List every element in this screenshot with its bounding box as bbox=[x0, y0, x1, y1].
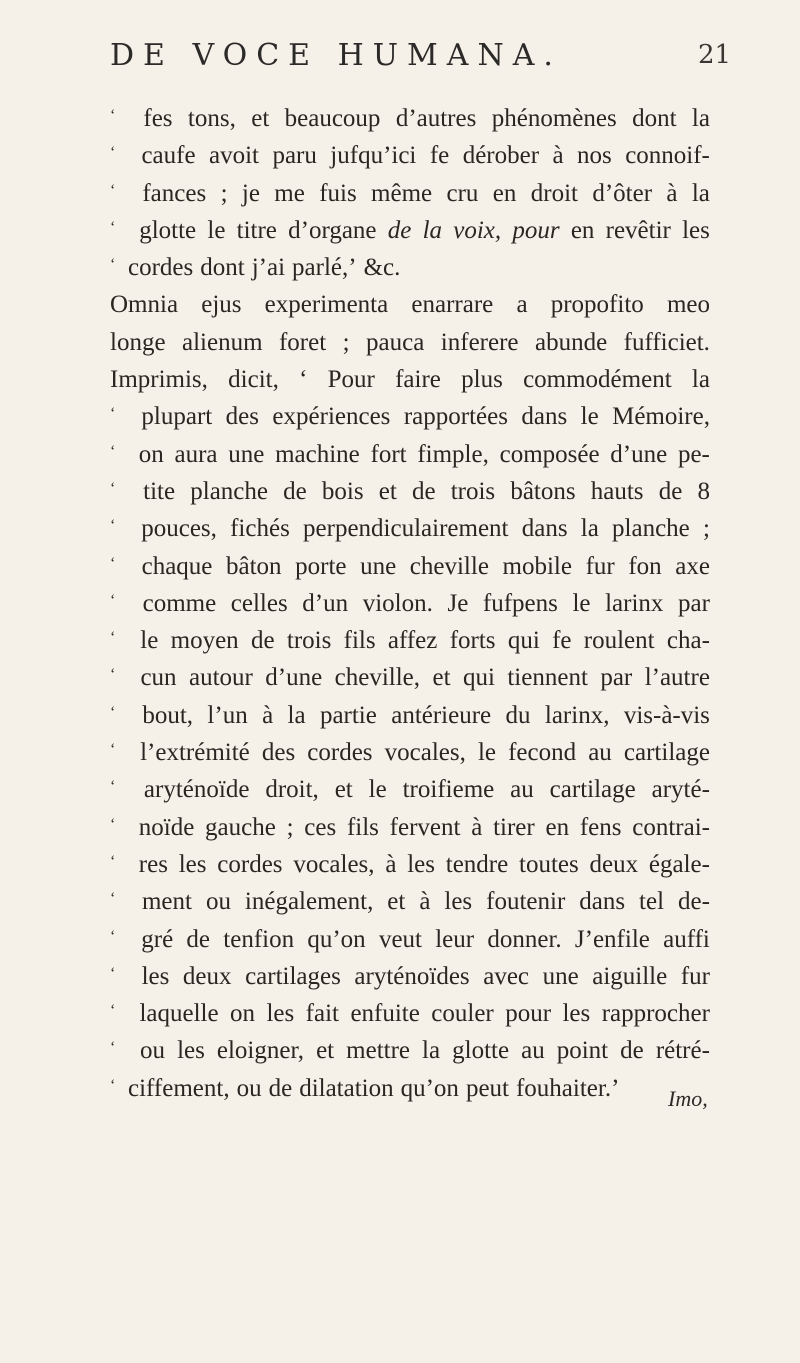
text-line: ‘ les deux cartilages aryténoïdes avec une aiguille fur bbox=[110, 962, 710, 990]
text-line: ‘ le moyen de trois fils affez forts qui fe roulent cha- bbox=[110, 627, 710, 655]
text-line: Omnia ejus experimenta enarrare a propofito meo bbox=[110, 291, 710, 319]
text-line: ‘ caufe avoit paru jufqu’ici fe dérober à nos connoif- bbox=[110, 142, 710, 170]
text-line: ‘ pouces, fichés perpendiculairement dans la planche ; bbox=[110, 515, 710, 543]
body-text bbox=[110, 100, 710, 1107]
text-line: ‘ glotte le titre d’organe de la voix, pour en revêtir les bbox=[110, 216, 710, 244]
text-line: ‘ cun autour d’une cheville, et qui tiennent par l’autre bbox=[110, 664, 710, 692]
text-line: ‘ ou les eloigner, et mettre la glotte au point de rétré- bbox=[110, 1037, 710, 1065]
catchword: Imo, bbox=[668, 1086, 708, 1111]
text-line: ‘ noïde gauche ; ces fils fervent à tirer en fens contrai- bbox=[110, 813, 710, 841]
page-number: 21 bbox=[698, 40, 732, 70]
text-line: ‘ cordes dont j’ai parlé,’ &c. bbox=[110, 254, 401, 282]
text-line: ‘ fes tons, et beaucoup d’autres phénomènes dont la bbox=[110, 105, 710, 132]
text-line: ‘ gré de tenfion qu’on veut leur donner. J’enfile auffi bbox=[110, 925, 710, 953]
text-line: ‘ bout, l’un à la partie antérieure du larinx, vis-à-vis bbox=[110, 701, 710, 729]
text-line: ‘ on aura une machine fort fimple, composée d’une pe- bbox=[110, 440, 710, 468]
running-head: DE VOCE HUMANA. bbox=[110, 38, 562, 73]
text-line: Imprimis, dicit, ‘ Pour faire plus commodément la bbox=[110, 366, 710, 394]
text-line: ‘ chaque bâton porte une cheville mobile fur fon axe bbox=[110, 552, 710, 580]
text-line: ‘ aryténoïde droit, et le troifieme au cartilage aryté- bbox=[110, 776, 710, 804]
text-line: ‘ l’extrémité des cordes vocales, le fecond au cartilage bbox=[110, 739, 710, 767]
text-line: ‘ laquelle on les fait enfuite couler pour les rapprocher bbox=[110, 1000, 710, 1028]
text-line: ‘ tite planche de bois et de trois bâtons hauts de 8 bbox=[110, 477, 710, 505]
text-line: ‘ res les cordes vocales, à les tendre toutes deux égale- bbox=[110, 850, 710, 878]
text-line: ‘ comme celles d’un violon. Je fufpens le larinx par bbox=[110, 589, 710, 617]
text-line: ‘ ciffement, ou de dilatation qu’on peut fouhaiter.’ bbox=[110, 1074, 620, 1102]
text-line: ‘ ment ou inégalement, et à les foutenir dans tel de- bbox=[110, 888, 710, 916]
text-line: ‘ fances ; je me fuis même cru en droit d’ôter à la bbox=[110, 179, 710, 207]
text-line: longe alienum foret ; pauca inferere abunde fufficiet. bbox=[110, 328, 710, 356]
text-line: ‘ plupart des expériences rapportées dans le Mémoire, bbox=[110, 403, 710, 431]
